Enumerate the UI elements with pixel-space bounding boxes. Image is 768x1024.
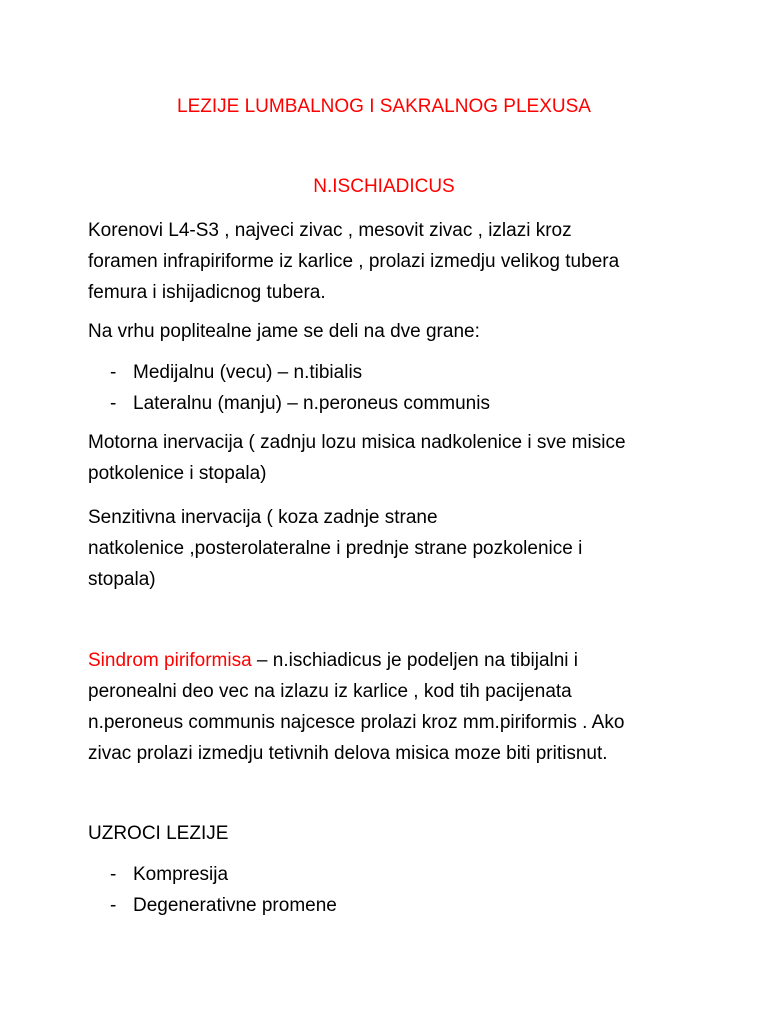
document-title: LEZIJE LUMBALNOG I SAKRALNOG PLEXUSA [177,96,591,117]
text-line: foramen infrapiriforme iz karlice , prolazi izmedju velikog tubera [88,251,620,272]
text-line: Korenovi L4-S3 , najveci zivac , mesovit zivac , izlazi kroz [88,220,572,241]
causes-list [88,859,688,921]
paragraph-roots [88,215,688,308]
paragraph-branches-intro: Na vrhu poplitealne jame se deli na dve grane: [88,321,480,342]
list-item-text: Medijalnu (vecu) – n.tibialis [133,362,363,383]
text-line: Senzitivna inervacija ( koza zadnje strane [88,507,438,528]
syndrome-name: Sindrom piriformisa [88,650,252,671]
section-title-ischiadicus: N.ISCHIADICUS [313,176,455,197]
list-item [88,859,688,890]
text-line: femura i ishijadicnog tubera. [88,282,326,303]
list-marker: - [110,895,117,916]
list-marker: - [110,864,117,885]
paragraph-sensory-innervation [88,502,688,595]
branches-list [88,357,688,419]
text-line: Motorna inervacija ( zadnju lozu misica nadkolenice i sve misice [88,432,626,453]
text-line: n.peroneus communis najcesce prolazi kroz mm.piriformis . Ako [88,712,625,733]
text-line: stopala) [88,569,156,590]
text-line: – n.ischiadicus je podeljen na tibijalni i [251,650,579,671]
list-item [88,890,688,921]
paragraph-piriformis-syndrome [88,645,688,769]
list-item-text: Lateralnu (manju) – n.peroneus communis [133,393,490,414]
text-line: peronealni deo vec na izlazu iz karlice , kod tih pacijenata [88,681,572,702]
causes-heading: UZROCI LEZIJE [88,823,229,844]
text-line: natkolenice ,posterolateralne i prednje strane pozkolenice i [88,538,583,559]
list-item-text: Degenerativne promene [133,895,337,916]
list-marker: - [110,362,117,383]
paragraph-motor-innervation [88,427,688,489]
list-marker: - [110,393,117,414]
list-item [88,357,688,388]
list-item [88,388,688,419]
list-item-text: Kompresija [133,864,229,885]
text-line: potkolenice i stopala) [88,463,267,484]
text-line: zivac prolazi izmedju tetivnih delova misica moze biti pritisnut. [88,743,608,764]
